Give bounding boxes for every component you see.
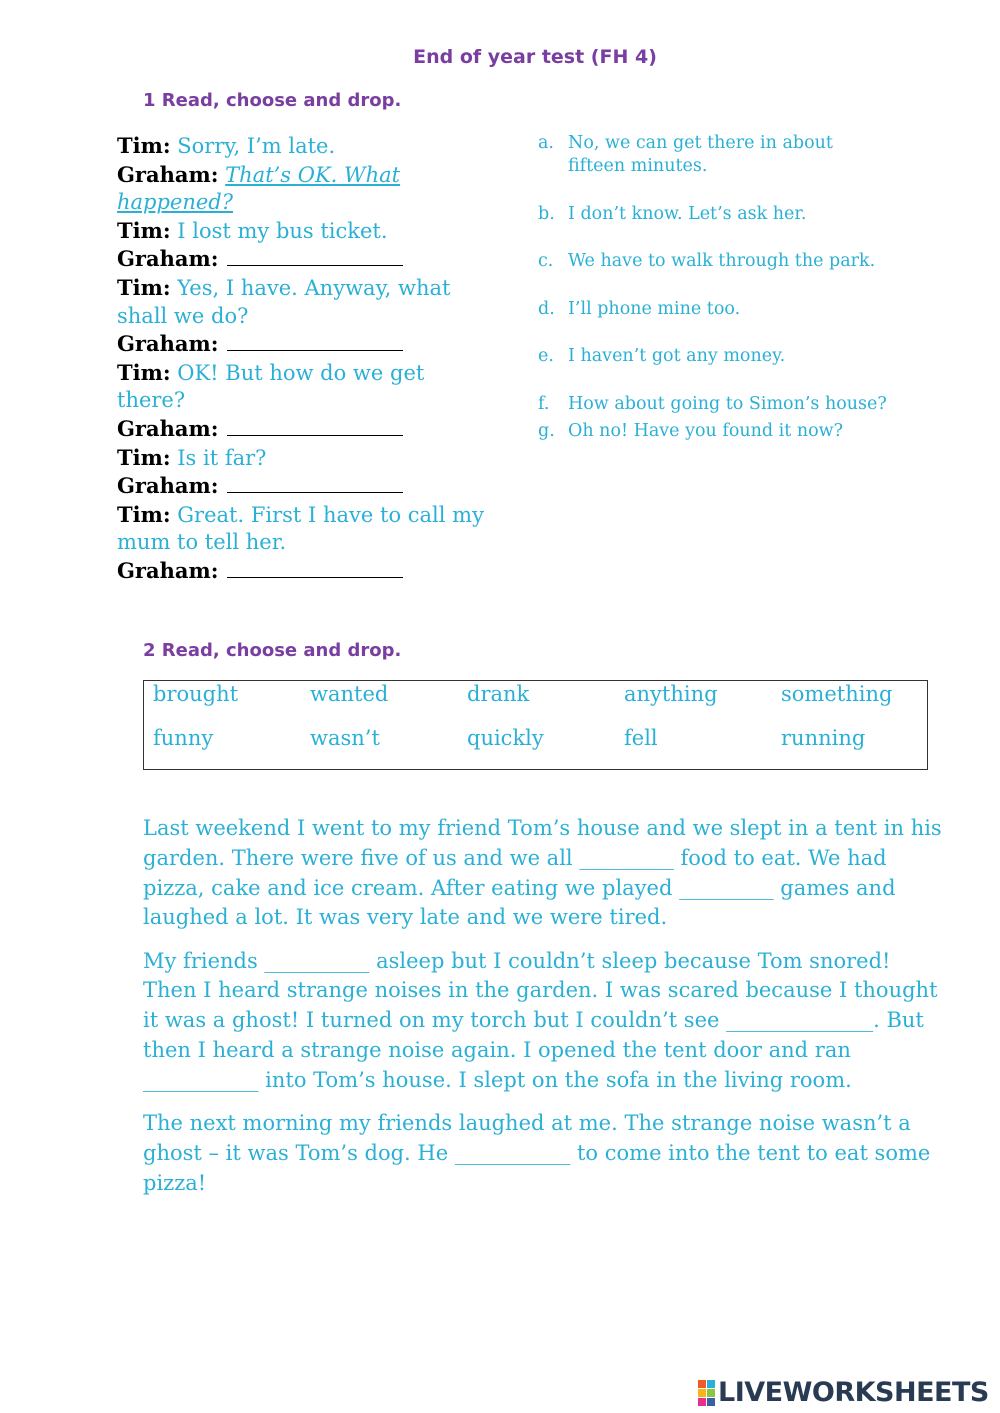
- word-bank-item[interactable]: something: [781, 682, 893, 706]
- speaker-name: Tim:: [117, 217, 171, 243]
- logo-square: [707, 1389, 715, 1397]
- option-letter: e.: [538, 346, 554, 366]
- speaker-name: Tim:: [117, 274, 171, 300]
- story-text: [143, 814, 943, 1212]
- option-text: I haven’t got any money.: [568, 346, 786, 366]
- word-drop-zone[interactable]: _________: [579, 845, 674, 870]
- dialogue-line: [117, 217, 497, 246]
- option-item[interactable]: [538, 132, 888, 178]
- option-letter: b.: [538, 203, 555, 224]
- option-text: How about going to Simon’s house?: [568, 393, 887, 414]
- story-segment: Last weekend I went to my friend Tom’s house and we slept in a tent in his garden. There were five of us and we all: [143, 816, 942, 870]
- option-letter: d.: [538, 298, 555, 319]
- option-letter: f.: [538, 393, 550, 414]
- option-item[interactable]: [538, 298, 888, 321]
- dialogue-line: [117, 472, 497, 501]
- word-bank-item[interactable]: drank: [467, 682, 530, 706]
- story-segment: to come into the tent to eat some pizza!: [143, 1140, 931, 1195]
- word-bank-item[interactable]: wasn’t: [310, 726, 380, 750]
- answer-drop-zone[interactable]: [227, 249, 403, 266]
- dialogue-text: I lost my bus ticket.: [177, 218, 388, 243]
- word-bank-item[interactable]: funny: [153, 726, 214, 750]
- speaker-name: Graham:: [117, 557, 219, 583]
- option-item[interactable]: [538, 203, 888, 226]
- example-answer: That’s OK. What happened?: [117, 162, 401, 215]
- option-text: We have to walk through the park.: [568, 251, 876, 271]
- speaker-name: Graham:: [117, 246, 219, 272]
- speaker-name: Graham:: [117, 473, 219, 499]
- story-paragraph: [143, 814, 943, 933]
- answer-options: [538, 132, 888, 467]
- answer-drop-zone[interactable]: [227, 334, 403, 351]
- speaker-name: Tim:: [117, 444, 171, 470]
- dialogue-line: [117, 132, 497, 161]
- word-drop-zone[interactable]: _________: [679, 875, 774, 900]
- option-letter: c.: [538, 251, 554, 271]
- speaker-name: Tim:: [117, 501, 171, 527]
- story-paragraph: [143, 947, 943, 1096]
- logo-square: [698, 1380, 706, 1388]
- option-item[interactable]: [538, 345, 888, 368]
- speaker-name: Graham:: [117, 161, 219, 187]
- story-segment: asleep but I couldn’t sleep because Tom snored! Then I heard strange noises in the garden. I was scared because I thought it was a ghost! I turned on my torch but I couldn’t see: [143, 948, 938, 1033]
- dialogue-text: OK! But how do we get there?: [117, 360, 425, 413]
- speaker-name: Graham:: [117, 415, 219, 441]
- section-1-heading: 1 Read, choose and drop.: [143, 90, 402, 111]
- dialogue-text: Sorry, I’m late.: [177, 134, 336, 158]
- logo-square: [698, 1389, 706, 1397]
- story-segment: My friends: [143, 948, 265, 973]
- speaker-name: Graham:: [117, 331, 219, 357]
- story-segment: . But then I heard a strange noise again. I opened the tent door and ran: [143, 1008, 924, 1063]
- logo-square: [707, 1398, 715, 1406]
- dialogue: [117, 132, 497, 586]
- option-letter: a.: [538, 133, 554, 153]
- liveworksheets-logo-icon: [698, 1380, 715, 1406]
- logo-square: [707, 1380, 715, 1388]
- word-bank-item[interactable]: anything: [624, 682, 718, 706]
- answer-drop-zone[interactable]: [227, 561, 403, 578]
- word-drop-zone[interactable]: __________: [264, 948, 370, 973]
- dialogue-line: [117, 444, 497, 473]
- dialogue-line: [117, 330, 497, 359]
- story-paragraph: [143, 1109, 943, 1198]
- word-bank-item[interactable]: brought: [153, 682, 239, 706]
- word-bank-item[interactable]: fell: [624, 726, 658, 750]
- dialogue-text: Yes, I have. Anyway, what shall we do?: [117, 275, 451, 328]
- story-segment: food to eat. We had pizza, cake and ice cream. After eating we played: [143, 845, 887, 900]
- dialogue-text: Great. First I have to call my mum to tell her.: [117, 502, 484, 555]
- dialogue-line: [117, 415, 497, 444]
- speaker-name: Tim:: [117, 133, 171, 158]
- option-text: Oh no! Have you found it now?: [568, 420, 844, 441]
- dialogue-line: [117, 359, 497, 415]
- option-letter: g.: [538, 420, 555, 441]
- dialogue-line: [117, 557, 497, 586]
- answer-drop-zone[interactable]: [227, 419, 403, 436]
- word-drop-zone[interactable]: ______________: [726, 1008, 874, 1033]
- option-text: I don’t know. Let’s ask her.: [568, 203, 807, 224]
- word-bank-item[interactable]: running: [781, 726, 866, 750]
- option-text: No, we can get there in about fifteen minutes.: [568, 133, 833, 176]
- story-segment: into Tom’s house. I slept on the sofa in the living room.: [258, 1067, 852, 1092]
- word-drop-zone[interactable]: ___________: [143, 1067, 259, 1092]
- story-segment: games and laughed a lot. It was very late and we were tired.: [143, 875, 896, 930]
- dialogue-line: [117, 501, 497, 557]
- answer-drop-zone[interactable]: [227, 476, 403, 493]
- speaker-name: Tim:: [117, 359, 171, 385]
- word-bank-item[interactable]: wanted: [310, 682, 389, 706]
- brand-name: LIVEWORKSHEETS: [718, 1377, 989, 1408]
- option-item[interactable]: [538, 250, 888, 273]
- liveworksheets-logo: [698, 1377, 989, 1408]
- word-bank-item[interactable]: quickly: [467, 726, 544, 750]
- logo-square: [698, 1398, 706, 1406]
- word-bank: [143, 680, 928, 770]
- page-title: End of year test (FH 4): [413, 46, 657, 68]
- option-text: I’ll phone mine too.: [568, 298, 741, 319]
- story-segment: The next morning my friends laughed at me. The strange noise wasn’t a ghost – it was Tom’s dog. He: [143, 1111, 911, 1165]
- dialogue-line: [117, 161, 497, 217]
- word-drop-zone[interactable]: ___________: [454, 1140, 571, 1165]
- option-item[interactable]: [538, 420, 888, 443]
- dialogue-line: [117, 245, 497, 274]
- option-item[interactable]: [538, 393, 888, 416]
- dialogue-line: [117, 274, 497, 330]
- section-2-heading: 2 Read, choose and drop.: [143, 640, 402, 661]
- dialogue-text: Is it far?: [177, 445, 267, 470]
